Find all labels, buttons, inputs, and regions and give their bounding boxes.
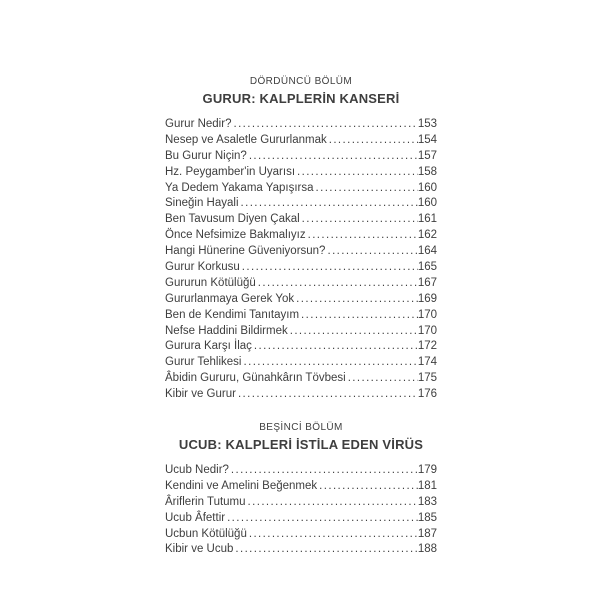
dot-leader xyxy=(227,511,418,527)
dot-leader xyxy=(290,324,418,340)
toc-entry-page-number: 183 xyxy=(417,495,437,508)
toc-entry-page-number: 165 xyxy=(417,261,437,274)
toc-entry-page-number: 169 xyxy=(417,292,437,305)
toc-entry xyxy=(165,212,437,228)
toc-entry xyxy=(165,244,437,260)
dot-leader xyxy=(301,308,418,324)
toc-entry xyxy=(165,371,437,387)
chapter-title: GURUR: KALPLERİN KANSERİ xyxy=(202,91,400,106)
toc-entry-title: Gurura Karşı İlaç xyxy=(165,340,252,353)
toc-entry xyxy=(165,542,437,558)
toc-entry-title: Ben de Kendimi Tanıtayım xyxy=(165,308,300,321)
dot-leader xyxy=(308,228,418,244)
toc-entry-title: Ucub Nedir? xyxy=(165,464,229,477)
toc-entry-title: Sineğin Hayali xyxy=(165,197,239,210)
toc-entry-title: Bu Gurur Niçin? xyxy=(165,149,247,162)
toc-entry-title: Gurur Korkusu xyxy=(165,261,240,274)
toc-entry xyxy=(165,196,437,212)
toc-entry xyxy=(165,165,437,181)
toc-entry-page-number: 174 xyxy=(417,356,437,369)
toc-entry xyxy=(165,324,437,340)
toc-entry-title: Gururun Kötülüğü xyxy=(165,276,256,289)
toc-entry-page-number: 153 xyxy=(417,118,437,130)
toc-entry xyxy=(165,149,437,165)
toc-entry-page-number: 160 xyxy=(417,197,437,210)
toc-entry-title: Ben Tavusum Diyen Çakal xyxy=(165,213,300,226)
toc-entry-title: Kibir ve Ucub xyxy=(165,543,234,556)
toc-entry-page-number: 161 xyxy=(417,213,437,226)
dot-leader xyxy=(296,292,418,308)
toc-entry-page-number: 157 xyxy=(417,149,437,162)
toc-entry-title: Hz. Peygamber'in Uyarısı xyxy=(165,165,296,178)
toc-entry xyxy=(165,479,437,495)
dot-leader xyxy=(233,117,417,133)
toc-entry xyxy=(165,117,437,133)
dot-leader xyxy=(302,212,418,228)
dot-leader xyxy=(249,149,418,165)
toc-entry-page-number: 164 xyxy=(417,245,437,258)
toc-entry-page-number: 160 xyxy=(417,181,437,194)
toc-entry xyxy=(165,339,437,355)
toc-entry-title: Gurur Tehlikesi xyxy=(165,356,242,369)
dot-leader xyxy=(249,527,418,543)
table-of-contents xyxy=(165,76,437,558)
toc-entry-page-number: 176 xyxy=(417,388,437,401)
dot-leader xyxy=(241,196,418,212)
dot-leader xyxy=(348,371,418,387)
toc-entry xyxy=(165,495,437,511)
toc-entry-title: Âbidin Gururu, Günahkârın Tövbesi xyxy=(165,372,346,385)
toc-entry-title: Gurur Nedir? xyxy=(165,118,232,130)
toc-entry-title: Ucbun Kötülüğü xyxy=(165,527,247,540)
dot-leader xyxy=(248,495,418,511)
dot-leader xyxy=(238,387,418,403)
toc-entry-page-number: 172 xyxy=(417,340,437,353)
toc-entry-title: Ya Dedem Yakama Yapışırsa xyxy=(165,181,314,194)
toc-entry xyxy=(165,133,437,149)
dot-leader xyxy=(242,260,418,276)
dot-leader xyxy=(327,244,417,260)
dot-leader xyxy=(231,463,418,479)
toc-entry-title: Âriflerin Tutumu xyxy=(165,495,246,508)
toc-entry-list xyxy=(165,117,437,403)
dot-leader xyxy=(297,165,418,181)
toc-entry xyxy=(165,463,437,479)
toc-entry xyxy=(165,228,437,244)
dot-leader xyxy=(235,542,417,558)
chapter-title: UCUB: KALPLERİ İSTİLA EDEN VİRÜS xyxy=(178,437,424,453)
toc-entry-title: Nesep ve Asaletle Gururlanmak xyxy=(165,133,327,146)
toc-entry-title: Hangi Hünerine Güveniyorsun? xyxy=(165,245,326,258)
toc-entry xyxy=(165,511,437,527)
toc-entry-page-number: 158 xyxy=(417,165,437,178)
dot-leader xyxy=(254,339,418,355)
toc-entry-page-number: 170 xyxy=(417,324,437,337)
toc-entry xyxy=(165,355,437,371)
toc-entry-page-number: 175 xyxy=(417,372,437,385)
toc-entry-title: Ucub Âfettir xyxy=(165,511,226,524)
toc-entry xyxy=(165,260,437,276)
toc-entry xyxy=(165,387,437,403)
toc-entry-page-number: 170 xyxy=(417,308,437,321)
toc-entry-title: Önce Nefsimize Bakmalıyız xyxy=(165,229,306,242)
toc-entry-page-number: 187 xyxy=(417,527,437,540)
toc-entry-page-number: 181 xyxy=(417,479,437,492)
toc-entry-title: Kibir ve Gurur xyxy=(165,388,236,401)
dot-leader xyxy=(329,133,418,149)
toc-entry-title: Nefse Haddini Bildirmek xyxy=(165,324,288,337)
toc-entry-title: Gururlanmaya Gerek Yok xyxy=(165,292,295,305)
toc-entry xyxy=(165,527,437,543)
dot-leader xyxy=(258,276,418,292)
toc-entry-page-number: 179 xyxy=(417,464,437,477)
toc-section xyxy=(165,422,437,558)
chapter-label: DÖRDÜNCÜ BÖLÜM xyxy=(249,76,353,87)
toc-entry-page-number: 188 xyxy=(417,543,437,556)
toc-entry xyxy=(165,308,437,324)
toc-entry-title: Kendini ve Amelini Beğenmek xyxy=(165,479,318,492)
toc-entry-page-number: 167 xyxy=(417,276,437,289)
toc-entry xyxy=(165,276,437,292)
dot-leader xyxy=(244,355,418,371)
chapter-label: BEŞİNCİ BÖLÜM xyxy=(259,422,343,434)
toc-entry xyxy=(165,181,437,197)
toc-entry-page-number: 162 xyxy=(417,229,437,242)
dot-leader xyxy=(316,181,418,197)
toc-entry xyxy=(165,292,437,308)
dot-leader xyxy=(319,479,418,495)
toc-entry-list xyxy=(165,463,437,558)
toc-section xyxy=(165,76,437,403)
toc-entry-page-number: 185 xyxy=(417,511,437,524)
toc-entry-page-number: 154 xyxy=(417,133,437,146)
